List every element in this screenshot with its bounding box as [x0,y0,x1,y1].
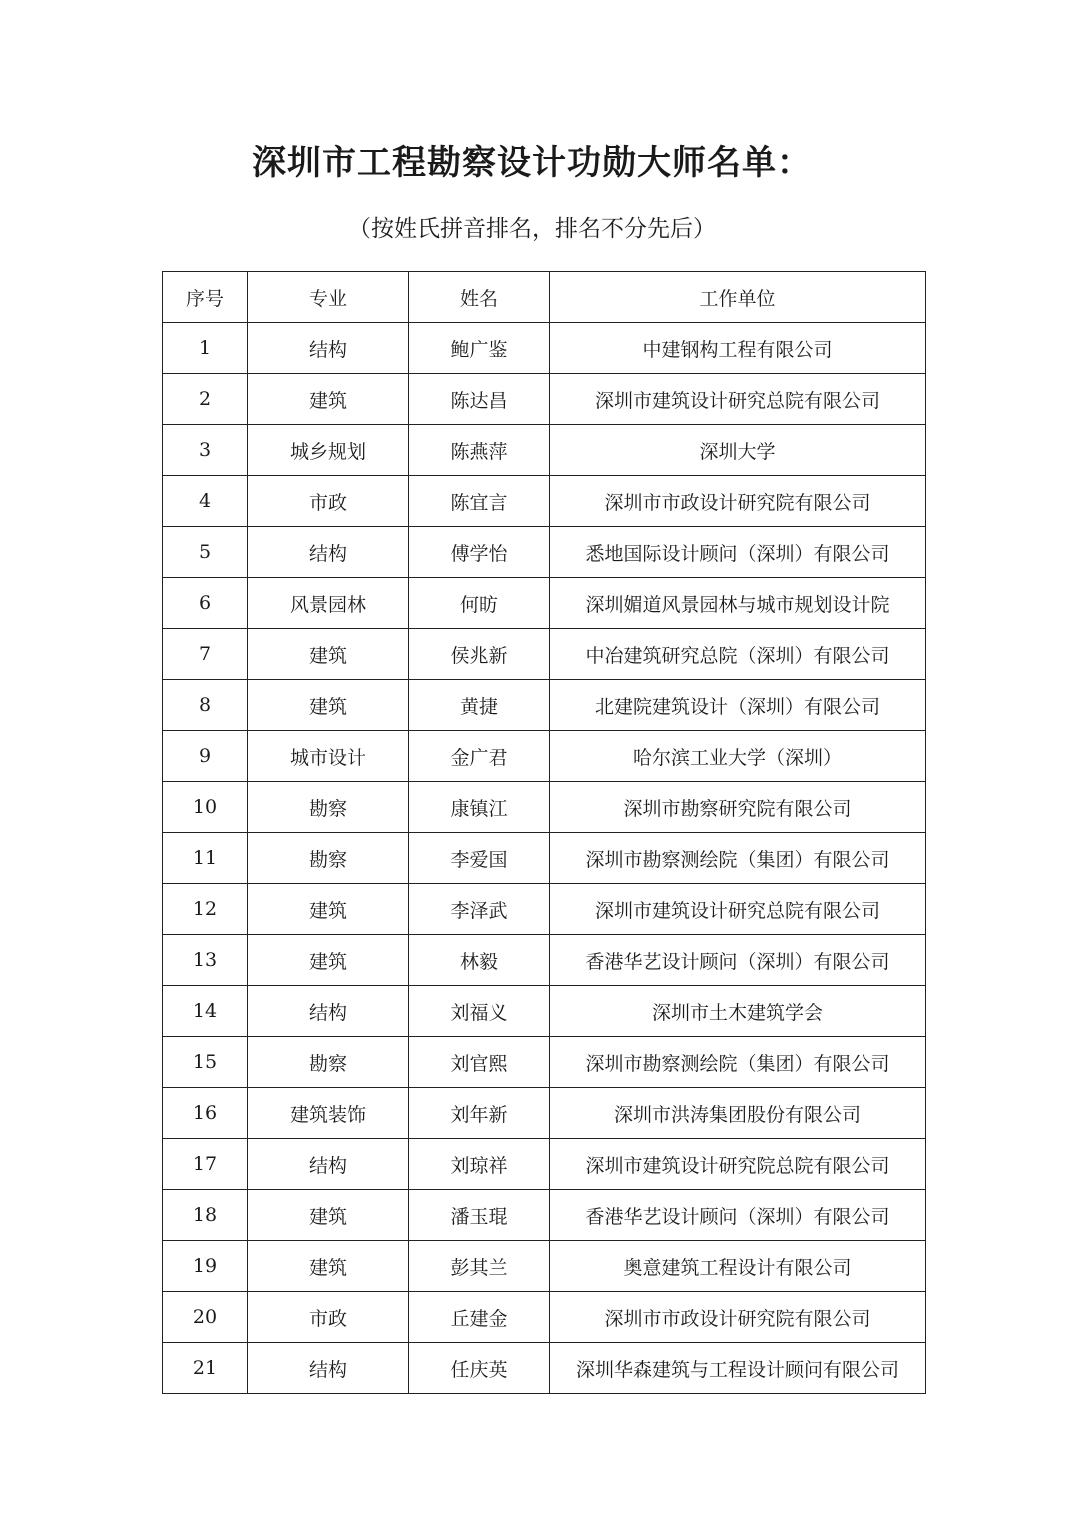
cell-specialty: 勘察 [248,782,409,833]
cell-employer: 深圳市勘察测绘院（集团）有限公司 [550,1037,926,1088]
cell-name: 刘福义 [409,986,550,1037]
cell-employer: 深圳市建筑设计研究总院有限公司 [550,374,926,425]
cell-name: 刘年新 [409,1088,550,1139]
cell-employer: 深圳市勘察测绘院（集团）有限公司 [550,833,926,884]
header-index: 序号 [163,272,248,323]
masters-table [162,271,926,1394]
cell-index: 1 [163,323,248,374]
cell-employer: 哈尔滨工业大学（深圳） [550,731,926,782]
table-body [163,323,926,1394]
cell-name: 任庆英 [409,1343,550,1394]
cell-name: 陈达昌 [409,374,550,425]
cell-index: 18 [163,1190,248,1241]
cell-specialty: 建筑 [248,1190,409,1241]
cell-index: 16 [163,1088,248,1139]
cell-index: 15 [163,1037,248,1088]
cell-index: 11 [163,833,248,884]
cell-specialty: 城市设计 [248,731,409,782]
cell-employer: 深圳市建筑设计研究总院有限公司 [550,884,926,935]
table-row [163,578,926,629]
cell-index: 7 [163,629,248,680]
cell-name: 刘琼祥 [409,1139,550,1190]
cell-specialty: 结构 [248,1139,409,1190]
cell-specialty: 市政 [248,476,409,527]
cell-employer: 深圳大学 [550,425,926,476]
table-row [163,425,926,476]
cell-index: 8 [163,680,248,731]
cell-index: 10 [163,782,248,833]
cell-employer: 深圳市市政设计研究院有限公司 [550,1292,926,1343]
header-employer: 工作单位 [550,272,926,323]
cell-specialty: 建筑 [248,680,409,731]
cell-specialty: 建筑 [248,629,409,680]
cell-specialty: 建筑 [248,884,409,935]
table-row [163,1088,926,1139]
cell-specialty: 市政 [248,1292,409,1343]
table-row [163,1190,926,1241]
table-row [163,731,926,782]
cell-employer: 香港华艺设计顾问（深圳）有限公司 [550,1190,926,1241]
cell-specialty: 建筑 [248,374,409,425]
cell-name: 侯兆新 [409,629,550,680]
table-row [163,884,926,935]
cell-name: 黄捷 [409,680,550,731]
cell-index: 20 [163,1292,248,1343]
cell-name: 林毅 [409,935,550,986]
cell-specialty: 结构 [248,1343,409,1394]
cell-name: 彭其兰 [409,1241,550,1292]
cell-specialty: 建筑 [248,1241,409,1292]
cell-index: 4 [163,476,248,527]
table-row [163,1037,926,1088]
table-row [163,1241,926,1292]
cell-employer: 悉地国际设计顾问（深圳）有限公司 [550,527,926,578]
cell-employer: 深圳媚道风景园林与城市规划设计院 [550,578,926,629]
cell-name: 金广君 [409,731,550,782]
table-row [163,1343,926,1394]
cell-employer: 深圳华森建筑与工程设计顾问有限公司 [550,1343,926,1394]
cell-index: 6 [163,578,248,629]
cell-specialty: 结构 [248,986,409,1037]
cell-index: 13 [163,935,248,986]
cell-index: 3 [163,425,248,476]
cell-index: 12 [163,884,248,935]
page-subtitle: （按姓氏拼音排名，排名不分先后） [348,216,716,242]
table-row [163,476,926,527]
cell-index: 19 [163,1241,248,1292]
cell-index: 2 [163,374,248,425]
cell-employer: 深圳市市政设计研究院有限公司 [550,476,926,527]
table-row [163,1292,926,1343]
page-title: 深圳市工程勘察设计功勋大师名单： [252,143,812,183]
cell-specialty: 城乡规划 [248,425,409,476]
cell-name: 李爱国 [409,833,550,884]
cell-index: 14 [163,986,248,1037]
cell-employer: 香港华艺设计顾问（深圳）有限公司 [550,935,926,986]
cell-employer: 深圳市勘察研究院有限公司 [550,782,926,833]
cell-name: 丘建金 [409,1292,550,1343]
cell-specialty: 风景园林 [248,578,409,629]
table-row [163,935,926,986]
cell-index: 21 [163,1343,248,1394]
cell-specialty: 结构 [248,527,409,578]
table-row [163,782,926,833]
cell-name: 傅学怡 [409,527,550,578]
table-header-row [163,272,926,323]
cell-specialty: 建筑 [248,935,409,986]
cell-employer: 中建钢构工程有限公司 [550,323,926,374]
cell-index: 5 [163,527,248,578]
cell-specialty: 勘察 [248,1037,409,1088]
cell-employer: 中冶建筑研究总院（深圳）有限公司 [550,629,926,680]
cell-name: 李泽武 [409,884,550,935]
cell-index: 17 [163,1139,248,1190]
cell-specialty: 结构 [248,323,409,374]
cell-name: 鲍广鉴 [409,323,550,374]
table-row [163,986,926,1037]
header-specialty: 专业 [248,272,409,323]
table-row [163,323,926,374]
cell-specialty: 建筑装饰 [248,1088,409,1139]
cell-specialty: 勘察 [248,833,409,884]
cell-name: 陈燕萍 [409,425,550,476]
cell-name: 康镇江 [409,782,550,833]
table-row [163,833,926,884]
table-row [163,374,926,425]
header-name: 姓名 [409,272,550,323]
cell-name: 刘官熙 [409,1037,550,1088]
cell-employer: 奥意建筑工程设计有限公司 [550,1241,926,1292]
cell-employer: 北建院建筑设计（深圳）有限公司 [550,680,926,731]
table-row [163,680,926,731]
cell-employer: 深圳市土木建筑学会 [550,986,926,1037]
table-row [163,1139,926,1190]
cell-employer: 深圳市建筑设计研究院总院有限公司 [550,1139,926,1190]
cell-name: 何昉 [409,578,550,629]
cell-name: 潘玉琨 [409,1190,550,1241]
cell-index: 9 [163,731,248,782]
table-row [163,527,926,578]
table-row [163,629,926,680]
cell-name: 陈宜言 [409,476,550,527]
cell-employer: 深圳市洪涛集团股份有限公司 [550,1088,926,1139]
